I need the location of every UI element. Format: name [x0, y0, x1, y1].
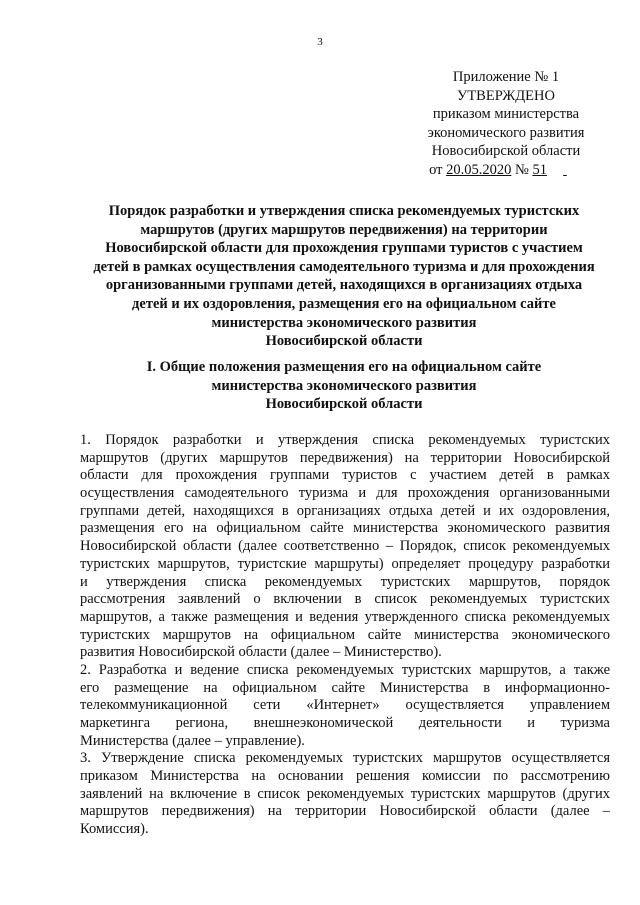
section-heading-line: Новосибирской области	[265, 396, 423, 413]
text-line: Комиссия).	[80, 821, 149, 838]
approval-date: 20.05.2020	[446, 161, 512, 178]
approval-approved: УТВЕРЖДЕНО	[457, 87, 555, 104]
text-line: осуществления самодеятельного туризма и для прохождения организованными	[80, 485, 610, 502]
title-line: Порядок разработки и утверждения списка рекомендуемых туристских	[108, 203, 580, 219]
title-line: организованными группами детей, находящихся в организациях отдыха	[105, 277, 583, 294]
section-heading-line: I. Общие положения размещения его на официальном сайте	[146, 359, 542, 375]
approval-number: 51	[532, 161, 547, 178]
title-line: детей в рамках осуществления самодеятельного туризма и для прохождения	[93, 258, 595, 275]
approval-number-underline	[547, 161, 583, 180]
approval-ministry: экономического развития	[427, 124, 585, 141]
approval-number-prefix: №	[514, 161, 529, 178]
approval-date-prefix: от	[429, 161, 443, 178]
text-line: 2. Разработка и ведение списка рекомендуемых туристских маршрутов, а также	[80, 661, 610, 678]
text-line: его размещение на официальном сайте Министерства в информационно-	[80, 679, 610, 696]
approval-block	[408, 68, 604, 179]
text-line: маркетинга региона, внешнеэкономической деятельности и туризма	[80, 715, 610, 731]
paragraph-1	[80, 432, 610, 662]
text-line: телекоммуникационной сети «Интернет» осуществляется управлением	[80, 697, 610, 714]
page-number: 3	[317, 36, 323, 48]
text-line: рассмотрения заявлений о включении в список рекомендуемых туристских	[80, 591, 610, 608]
text-line: заявлений на включение в список рекомендуемых туристских маршрутов (других	[80, 785, 610, 802]
text-line: маршрутов, а также размещения и ведения утвержденного списка рекомендуемых	[80, 608, 610, 625]
text-line: туристских маршрутов, туристские маршруты) определяет процедуру разработки	[80, 555, 610, 572]
document-title	[74, 202, 614, 351]
paragraph-3	[80, 750, 610, 838]
text-line: развития Новосибирской области (далее – Министерство).	[80, 644, 442, 661]
text-line: 1. Порядок разработки и утверждения списка рекомендуемых туристских	[80, 432, 610, 448]
title-line: Новосибирской области	[265, 333, 423, 350]
text-line: маршрутов передвижения) на территории Новосибирской области (далее –	[80, 803, 610, 820]
text-line: области для прохождения группами туристов с участием детей в рамках	[80, 467, 610, 484]
approval-appendix: Приложение № 1	[452, 69, 560, 85]
text-line: размещения его на официальном сайте министерства экономического развития	[80, 520, 610, 537]
approval-order: приказом министерства	[432, 106, 580, 122]
text-line: Министерства (далее – управление).	[80, 732, 305, 749]
approval-date-line	[408, 161, 604, 180]
text-line: группами детей, находящихся в организациях отдыха детей и их оздоровления,	[80, 502, 610, 519]
text-line: маршрутов (других маршрутов передвижения) на территории Новосибирской	[80, 449, 610, 466]
paragraph-2	[80, 662, 610, 750]
text-line: и утверждения списка рекомендуемых туристских маршрутов, порядок	[80, 573, 610, 590]
section-heading-line: министерства экономического развития	[211, 377, 477, 394]
text-line: 3. Утверждение списка рекомендуемых туристских маршрутов осуществляется	[80, 750, 610, 767]
document-body	[80, 432, 610, 839]
title-line: Новосибирской области для прохождения группами туристов с участием	[105, 240, 583, 257]
title-line: детей и их оздоровления, размещения его на официальном сайте	[132, 295, 556, 312]
text-line: Новосибирской области (далее соответственно – Порядок, список рекомендуемых	[80, 538, 610, 555]
section-heading	[74, 358, 614, 414]
text-line: приказом Министерства на основании решения комиссии по рассмотрению	[80, 768, 610, 785]
text-line: туристских маршрутов на официальном сайте министерства экономического	[80, 626, 610, 643]
title-line: министерства экономического развития	[211, 314, 477, 331]
approval-region: Новосибирской области	[431, 143, 581, 159]
title-line: маршрутов (других маршрутов передвижения) на территории	[140, 221, 548, 238]
